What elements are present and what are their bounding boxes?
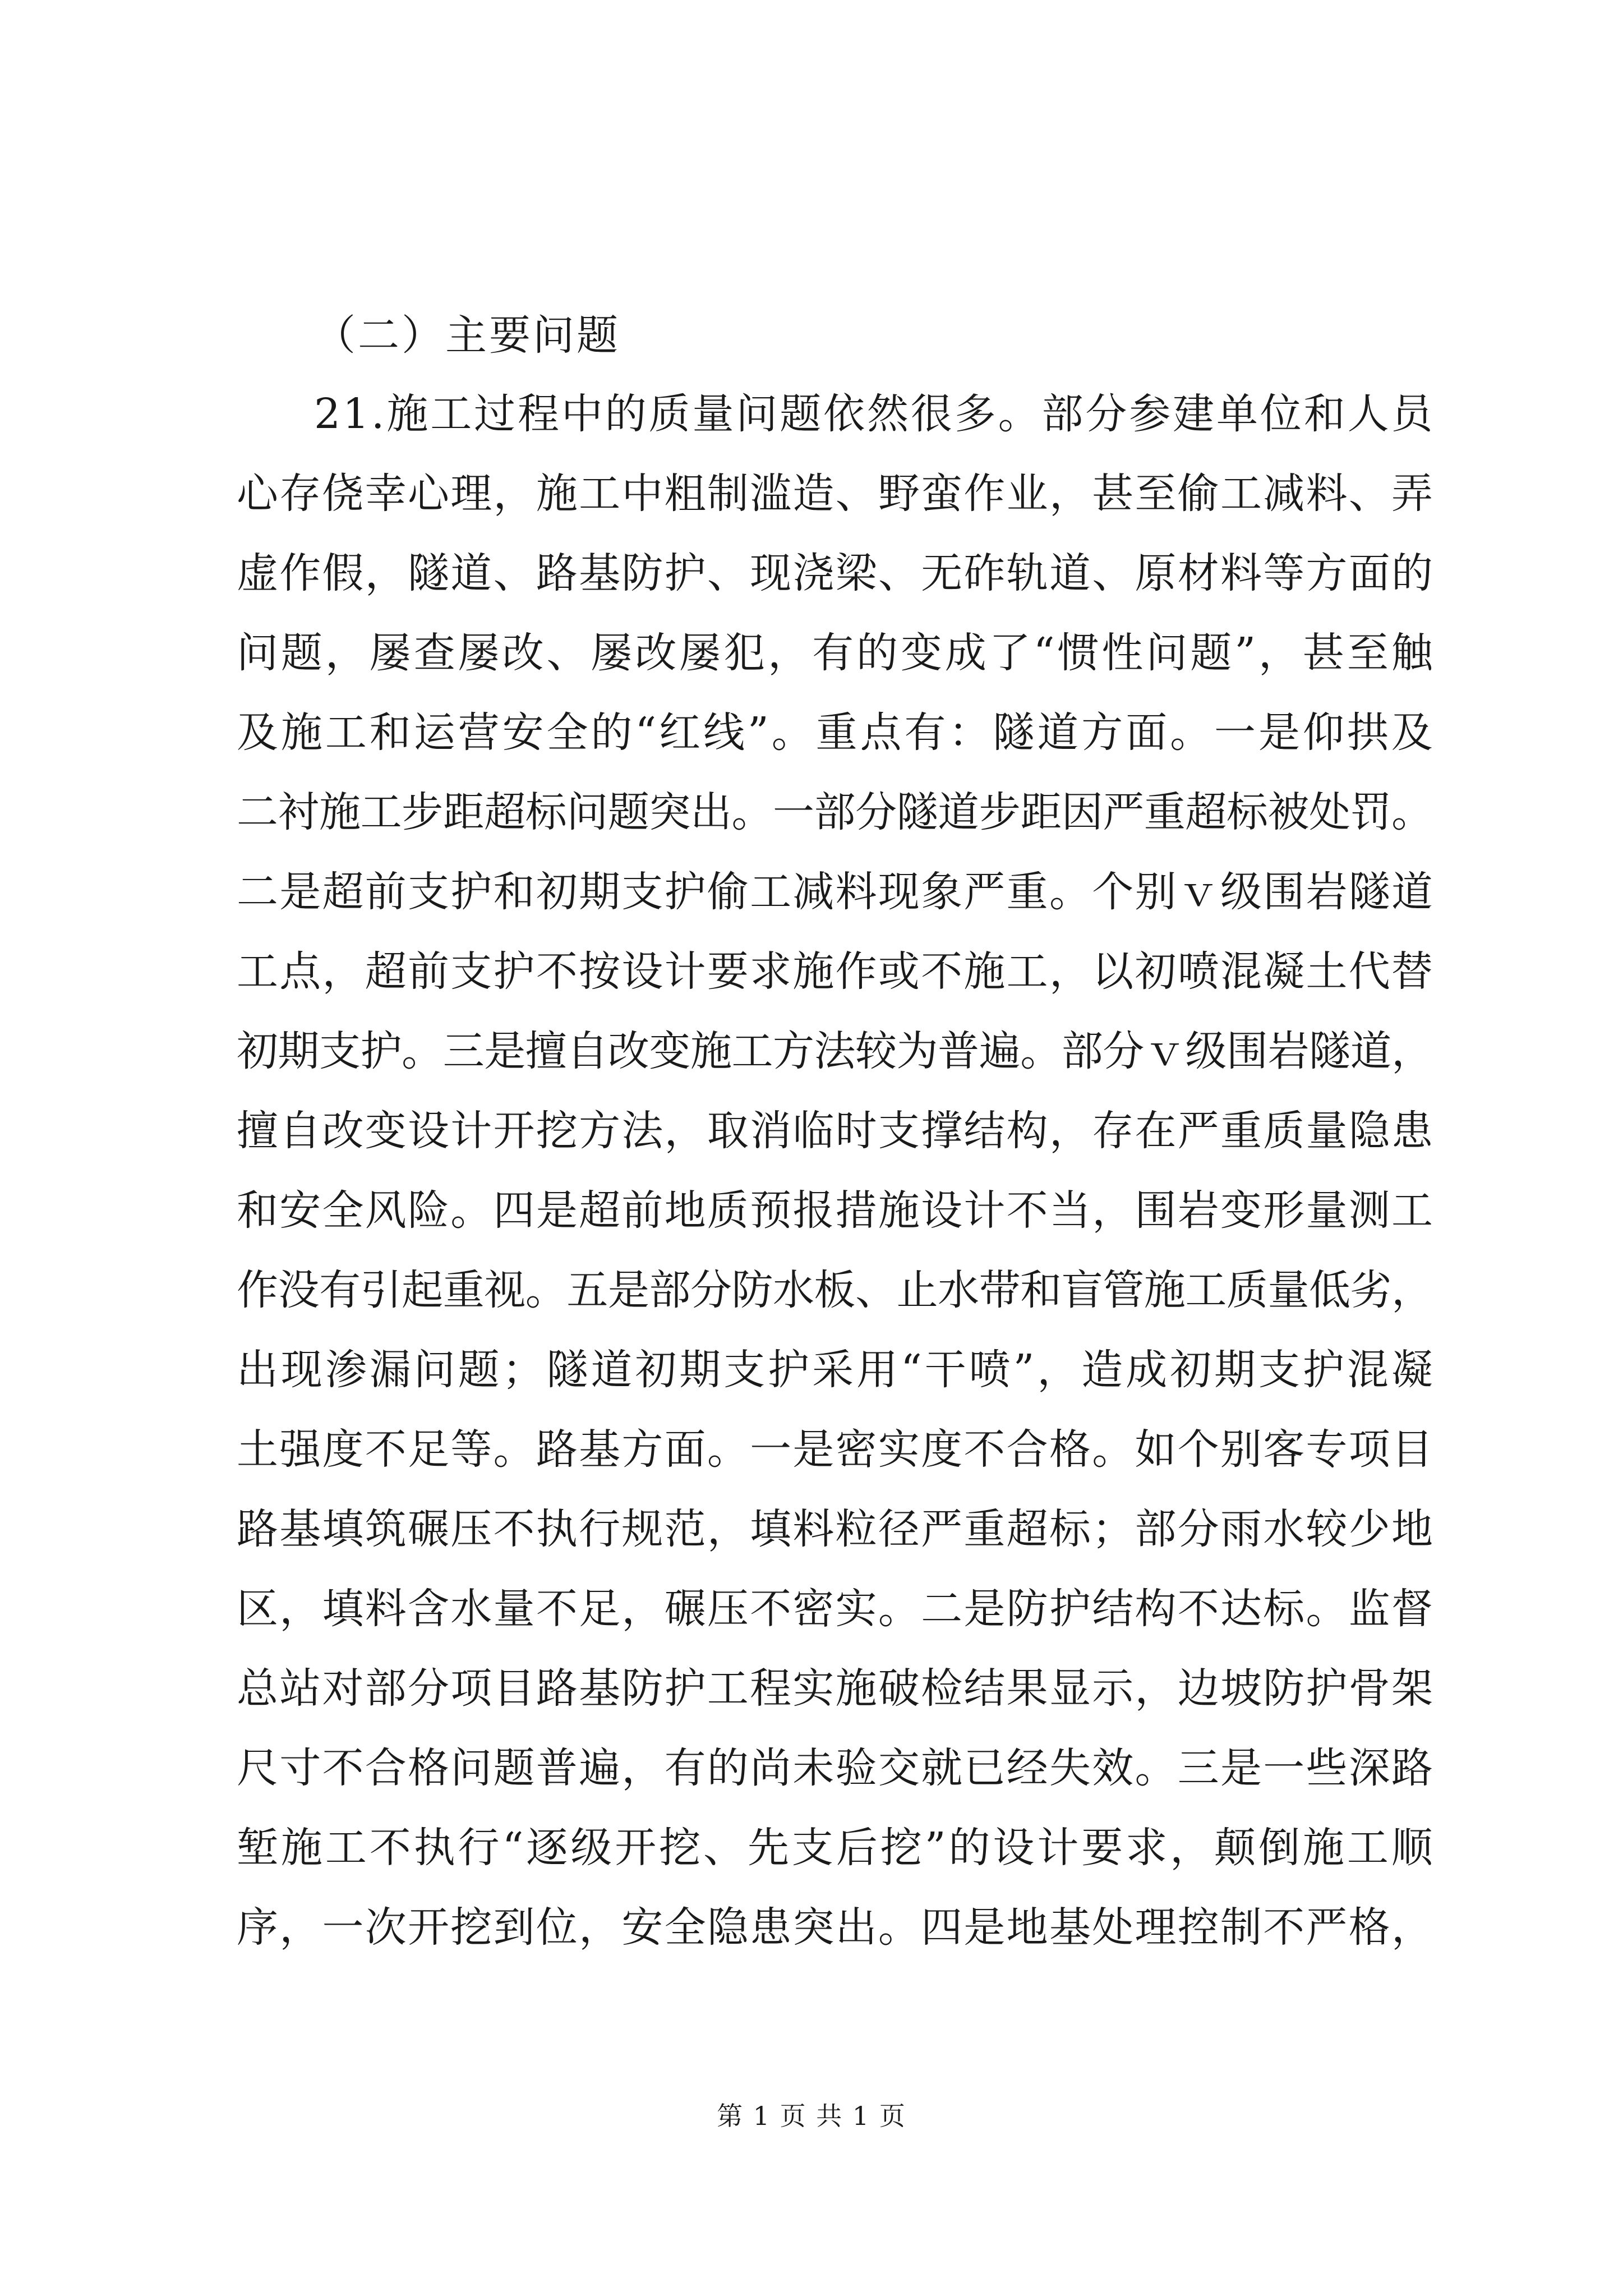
paragraph-line: 区，填料含水量不足，碾压不密实。二是防护结构不达标。监督 — [237, 1585, 1435, 1633]
paragraph-line: 二衬施工步距超标问题突出。一部分隧道步距因严重超标被处罚。 — [237, 788, 1433, 836]
paragraph-line: 作没有引起重视。五是部分防水板、止水带和盲管施工质量低劣， — [237, 1266, 1433, 1314]
paragraph-line: 总站对部分项目路基防护工程实施破检结果显示，边坡防护骨架 — [237, 1664, 1435, 1713]
paragraph-line: 尺寸不合格问题普遍，有的尚未验交就已经失效。三是一些深路 — [237, 1744, 1435, 1792]
paragraph-line: 虚作假，隧道、路基防护、现浇梁、无砟轨道、原材料等方面的 — [237, 549, 1435, 597]
paragraph-line: 堑施工不执行“逐级开挖、先支后挖”的设计要求，颠倒施工顺 — [237, 1824, 1436, 1872]
section-heading: （二）主要问题 — [314, 311, 620, 360]
paragraph-line: 初期支护。三是擅自改变施工方法较为普遍。部分ｖ级围岩隧道， — [237, 1027, 1433, 1075]
paragraph-line: 21.施工过程中的质量问题依然很多。部分参建单位和人员 — [314, 390, 1435, 438]
paragraph-line: 及施工和运营安全的“红线”。重点有：隧道方面。一是仰拱及 — [237, 708, 1436, 757]
paragraph-line: 土强度不足等。路基方面。一是密实度不合格。如个别客专项目 — [237, 1425, 1435, 1474]
paragraph-line: 序，一次开挖到位，安全隐患突出。四是地基处理控制不严格， — [237, 1903, 1435, 1952]
paragraph-line: 擅自改变设计开挖方法，取消临时支撑结构，存在严重质量隐患 — [237, 1107, 1435, 1155]
paragraph-line: 心存侥幸心理，施工中粗制滥造、野蛮作业，甚至偷工减料、弄 — [237, 470, 1435, 518]
paragraph-line: 出现渗漏问题；隧道初期支护采用“干喷”，造成初期支护混凝 — [237, 1346, 1436, 1394]
paragraph-line: 二是超前支护和初期支护偷工减料现象严重。个别ｖ级围岩隧道 — [237, 868, 1435, 916]
paragraph-line: 和安全风险。四是超前地质预报措施设计不当，围岩变形量测工 — [237, 1186, 1435, 1235]
paragraph-line: 路基填筑碾压不执行规范，填料粒径严重超标；部分雨水较少地 — [237, 1505, 1435, 1553]
page-number-footer: 第 1 页 共 1 页 — [717, 2101, 906, 2131]
paragraph-line: 工点，超前支护不按设计要求施作或不施工，以初喷混凝土代替 — [237, 947, 1435, 996]
paragraph-line: 问题，屡查屡改、屡改屡犯，有的变成了“惯性问题”，甚至触 — [237, 629, 1436, 677]
